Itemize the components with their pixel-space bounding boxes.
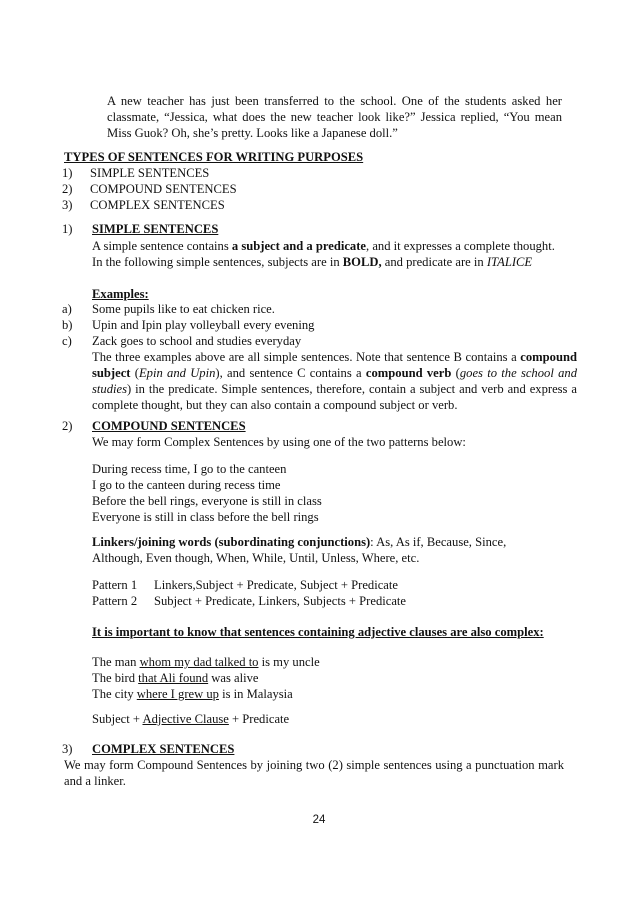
pattern-row (92, 577, 577, 593)
examples-list (62, 301, 562, 349)
pattern-name: Pattern 1 (92, 578, 138, 592)
compound-intro (92, 434, 577, 450)
types-list (62, 165, 362, 213)
list-number: 1) (62, 166, 73, 180)
text-run: Subject + (92, 712, 143, 726)
adjective-example (92, 686, 577, 702)
text-run: is in Malaysia (218, 687, 293, 701)
intro-text: A new teacher has just been transferred to the school. One of the students asked her classmate, “Jessica, what does the new teacher look like?” Jessica replied, “You mean Miss Guok? Oh, she’s pretty. Looks like a Japanese doll.” (107, 94, 562, 140)
list-text: Zack goes to school and studies everyday (92, 334, 302, 348)
list-item (62, 197, 362, 213)
simple-definition (92, 238, 577, 270)
section-simple-heading (62, 221, 562, 237)
pattern-name: Pattern 2 (92, 594, 138, 608)
pattern-form: Linkers,Subject + Predicate, Subject + Predicate (154, 578, 398, 592)
important-note-text: It is important to know that sentences containing adjective clauses are also complex: (92, 625, 544, 639)
text-run: + Predicate (228, 712, 290, 726)
adjective-example (92, 670, 577, 686)
text-run: ), and sentence C contains a (215, 366, 366, 380)
text-run: The man (92, 655, 140, 669)
adjective-clause: that Ali found (138, 671, 209, 685)
patterns (92, 577, 577, 609)
section-number: 2) (62, 419, 73, 433)
types-heading-text: TYPES OF SENTENCES FOR WRITING PURPOSES (64, 150, 364, 164)
text-run-bold: compound verb (365, 366, 452, 380)
list-number: b) (62, 318, 73, 332)
examples-label (92, 286, 292, 302)
section-complex-heading (62, 741, 562, 757)
linkers-paragraph (92, 534, 577, 566)
page-number: 24 (312, 814, 326, 826)
text-run: In the following simple sentences, subjects are in (92, 255, 343, 269)
compound-samples (92, 461, 577, 525)
text-run: A simple sentence contains (92, 239, 232, 253)
section-title: COMPOUND SENTENCES (92, 419, 246, 433)
list-text: SIMPLE SENTENCES (90, 166, 210, 180)
text-run: ( (451, 366, 460, 380)
adjective-examples (92, 654, 577, 702)
list-text: COMPOUND SENTENCES (90, 182, 237, 196)
sample-sentence: Everyone is still in class before the bell rings (92, 510, 319, 524)
text-run: : As, As if, Because, Since, (370, 535, 507, 549)
section-title: SIMPLE SENTENCES (92, 222, 219, 236)
text-run: and predicate are in (381, 255, 487, 269)
list-number: a) (62, 302, 72, 316)
list-number: c) (62, 334, 72, 348)
text-run: ( (130, 366, 139, 380)
list-text: COMPLEX SENTENCES (90, 198, 225, 212)
list-number: 3) (62, 198, 73, 212)
text-run: , and it expresses a complete thought. (366, 239, 555, 253)
text-run: The city (92, 687, 137, 701)
text-run-bold: BOLD, (342, 255, 382, 269)
section-compound-heading (62, 418, 562, 434)
text-run-italic: ITALICE (486, 255, 533, 269)
formula (92, 711, 577, 727)
pattern-form: Subject + Predicate, Linkers, Subjects + Predicate (154, 594, 407, 608)
text-run-italic: Epin and Upin (138, 366, 216, 380)
text-run: is my uncle (258, 655, 320, 669)
section-number: 1) (62, 222, 73, 236)
text-run: ) in the predicate. Simple sentences, therefore, contain a subject and verb and express a complete thought, but they can also contain a compound subject or verb. (92, 382, 577, 412)
adjective-example (92, 654, 577, 670)
examples-label-text: Examples: (92, 287, 149, 301)
sample-sentence: Before the bell rings, everyone is still in class (92, 494, 322, 508)
pattern-row (92, 593, 577, 609)
text-run: The three examples above are all simple sentences. Note that sentence B contains a (92, 350, 521, 364)
list-item (62, 301, 562, 317)
text-run-bold: a subject and a predicate (231, 239, 367, 253)
simple-note-paragraph (92, 349, 577, 413)
text-run: Although, Even though, When, While, Until, Unless, Where, etc. (92, 551, 420, 565)
list-item (62, 181, 362, 197)
formula-clause: Adjective Clause (142, 712, 229, 726)
text-run-italic: goes to the school and studies (92, 366, 577, 396)
complex-text: We may form Compound Sentences by joining two (2) simple sentences using a punctuation mark and a linker. (64, 758, 564, 788)
adjective-clause: whom my dad talked to (139, 655, 259, 669)
text-run-bold: compound subject (92, 350, 577, 380)
compound-intro-text: We may form Complex Sentences by using one of the two patterns below: (92, 435, 466, 449)
list-text: Upin and Ipin play volleyball every evening (92, 318, 315, 332)
sample-sentence: I go to the canteen during recess time (92, 478, 281, 492)
linkers-label: Linkers/joining words (subordinating conjunctions) (92, 535, 371, 549)
list-number: 2) (62, 182, 73, 196)
text-run: was alive (208, 671, 259, 685)
complex-paragraph (64, 757, 564, 789)
adjective-clause: where I grew up (136, 687, 219, 701)
intro-paragraph (107, 93, 562, 141)
list-item (62, 165, 362, 181)
text-run: The bird (92, 671, 139, 685)
types-heading (64, 149, 564, 165)
important-note (92, 624, 577, 640)
section-title: COMPLEX SENTENCES (92, 742, 235, 756)
section-number: 3) (62, 742, 73, 756)
list-item (62, 333, 562, 349)
sample-sentence: During recess time, I go to the canteen (92, 462, 287, 476)
list-item (62, 317, 562, 333)
list-text: Some pupils like to eat chicken rice. (92, 302, 275, 316)
